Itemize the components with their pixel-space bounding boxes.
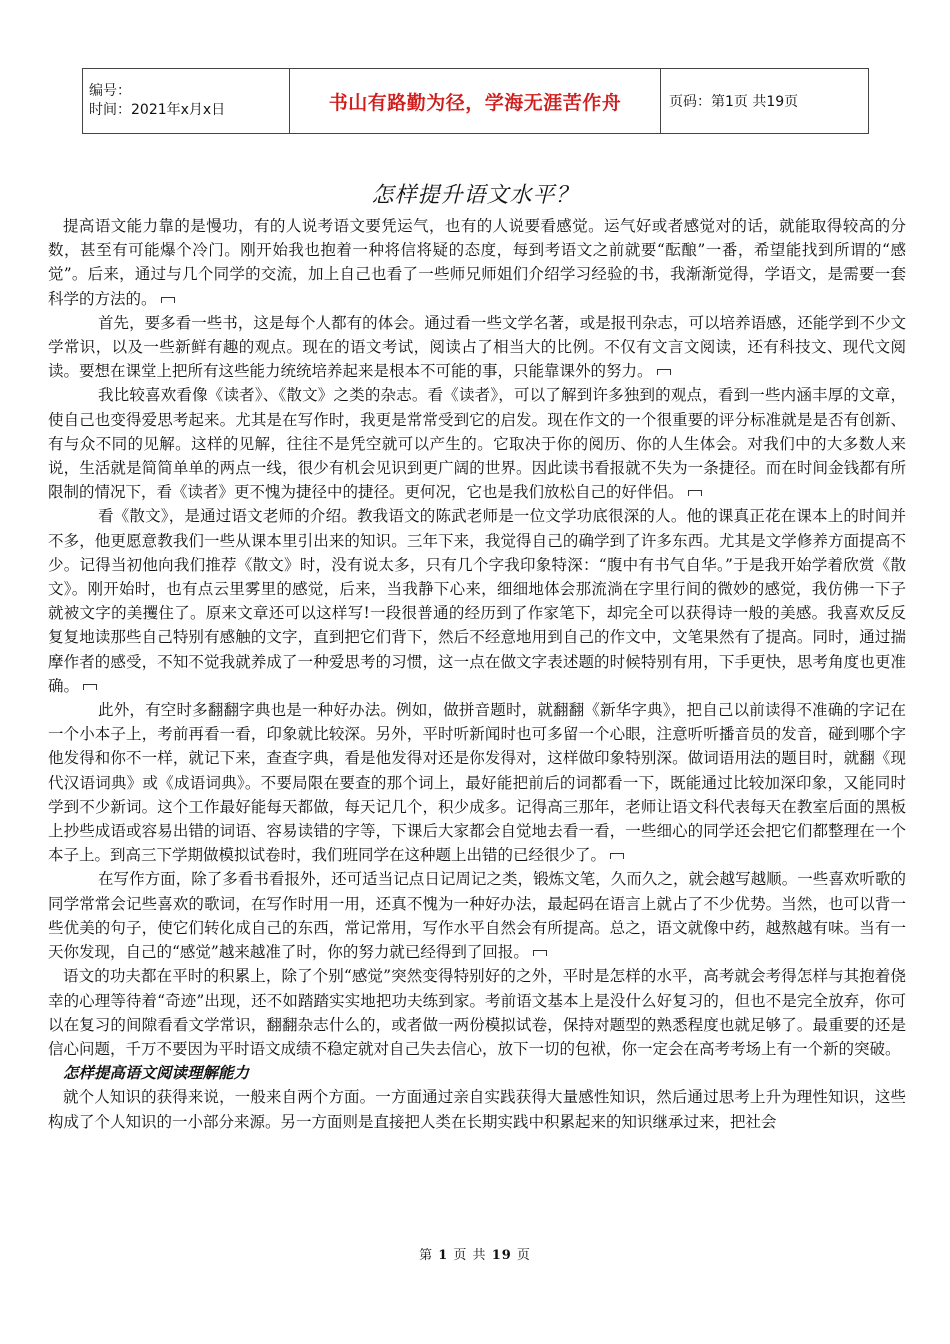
footer-prefix: 第: [419, 1248, 434, 1263]
paragraph-duzhe: [48, 383, 906, 504]
paragraph-text: 语文的功夫都在平时的积累上，除了个别“感觉”突然变得特别好的之外，平时是怎样的水平，高考就会考得怎样与其抱着侥幸的心理等待着“奇迹”出现，还不如踏踏实实地把功夫练到家。考前语文基本上是没什么好复习的，但也不是完全放弃，你可以在复习的间隙看看文学常识，翻翻杂志什么的，或者做一两份模拟试卷，保持对题型的熟悉程度也就足够了。最重要的还是信心问题，千万不要因为平时语文成绩不稳定就对自己失去信心，放下一切的包袱，你一定会在高考考场上有一个新的突破。: [48, 967, 906, 1058]
paragraph-mark-icon: [688, 490, 702, 496]
paragraph-writing: [48, 867, 906, 964]
footer-total-pages: 19: [491, 1248, 512, 1263]
paragraph-sanwen: [48, 504, 906, 698]
paragraph-mark-icon: [610, 853, 624, 859]
paragraph-mark-icon: [161, 297, 175, 303]
document-body: [48, 214, 906, 1134]
paragraph-mark-icon: [83, 684, 97, 690]
paragraph-mark-icon: [657, 369, 671, 375]
section-subheading: 怎样提高语文阅读理解能力: [63, 1063, 250, 1083]
paragraph-text: 看《散文》，是通过语文老师的介绍。教我语文的陈武老师是一位文学功底很深的人。他的课真正花在课本上的时间并不多，他更愿意教我们一些从课本里引出来的知识。三年下来，我觉得自己的确学到了许多东西。尤其是文学修养方面提高不少。记得当初他向我们推荐《散文》时，没有说太多，只有几个字我印象特深：“腹中有书气自华。”于是我开始学着欣赏《散文》。刚开始时，也有点云里雾里的感觉，后来，当我静下心来，细细地体会那流淌在字里行间的微妙的感觉，我仿佛一下子就被文字的美攫住了。原来文章还可以这样写!一段很普通的经历到了作家笔下，却完全可以获得诗一般的美感。我喜欢反反复复地读那些自己特别有感触的文字，直到把它们背下，然后不经意地用到自己的作文中，文笔果然有了提高。同时，通过揣摩作者的感受，不知不觉我就养成了一种爱思考的习惯，这一点在做文字表述题的时候特别有用，下手更快，思考角度也更准确。: [48, 507, 906, 695]
number-label: 编号：: [89, 83, 131, 99]
paragraph-text: 在写作方面，除了多看书看报外，还可适当记点日记周记之类，锻炼文笔，久而久之，就会越写越顺。一些喜欢听歌的同学常常会记些喜欢的歌词，在写作时用一用，还真不愧为一种好办法，最起码在语言上就占了不少优势。当然，也可以背一些优美的句子，使它们转化成自己的东西，常记常用，写作水平自然会有所提高。总之，语文就像中药，越熬越有味。当有一天你发现，自己的“感觉”越来越准了时，你的努力就已经得到了回报。: [48, 870, 906, 962]
paragraph-text: 提高语文能力靠的是慢功，有的人说考语文要凭运气，也有的人说要看感觉。运气好或者感觉对的话，就能取得较高的分数，甚至有可能爆个冷门。刚开始我也抱着一种将信将疑的态度，每到考语文之前就要“酝酿”一番，希望能找到所谓的“感觉”。后来，通过与几个同学的交流，加上自己也看了一些师兄师姐们介绍学习经验的书，我渐渐觉得，学语文，是需要一套科学的方法的。: [48, 217, 906, 308]
header-page-info: 页码：第1页 共19页: [661, 69, 869, 134]
paragraph-dictionary: [48, 698, 906, 867]
paragraph-mark-icon: [533, 950, 547, 956]
document-title: 怎样提升语文水平？: [371, 183, 579, 208]
paragraph-text: 此外，有空时多翻翻字典也是一种好办法。例如，做拼音题时，就翻翻《新华字典》，把自己以前读得不准确的字记在一个小本子上，考前再看一看，印象就比较深。另外，平时听新闻时也可多留一个心眼，注意听听播音员的发音，碰到哪个字他发得和你不一样，就记下来，查查字典，看是他发得对还是你发得对，这样做印象特别深。做词语用法的题目时，就翻《现代汉语词典》或《成语词典》。不要局限在要查的那个词上，最好能把前后的词都看一下，既能通过比较加深印象，又能同时学到不少新词。这个工作最好能每天都做，每天记几个，积少成多。记得高三那年，老师让语文科代表每天在教室后面的黑板上抄些成语或容易出错的词语、容易读错的字等，下课后大家都会自觉地去看一看，一些细心的同学还会把它们都整理在一个本子上。到高三下学期做模拟试卷时，我们班同学在这种题上出错的已经很少了。: [48, 701, 906, 865]
paragraph-conclusion: [48, 964, 906, 1061]
paragraph-intro: [48, 214, 906, 311]
paragraph-text: 我比较喜欢看像《读者》、《散文》之类的杂志。看《读者》，可以了解到许多独到的观点，看到一些内涵丰厚的文章，使自己也变得爱思考起来。尤其是在写作时，我更是常常受到它的启发。现在作文的一个很重要的评分标准就是是否有创新、有与众不同的见解。这样的见解，往往不是凭空就可以产生的。它取决于你的阅历、你的人生体会。对我们中的大多数人来说，生活就是简简单单的两点一线，很少有机会见识到更广阔的世界。因此读书看报就不失为一条捷径。而在时间金钱都有所限制的情况下，看《读者》更不愧为捷径中的捷径。更何况，它也是我们放松自己的好伴侣。: [48, 386, 906, 502]
paragraph-text: 首先，要多看一些书，这是每个人都有的体会。通过看一些文学名著，或是报刊杂志，可以培养语感，还能学到不少文学常识，以及一些新鲜有趣的观点。现在的语文考试，阅读占了相当大的比例。不仅有文言文阅读，还有科技文、现代文阅读。要想在课堂上把所有这些能力统统培养起来是根本不可能的事，只能靠课外的努力。: [48, 313, 906, 381]
page-footer: [0, 1244, 950, 1263]
paragraph-reading: [48, 311, 906, 384]
footer-middle: 页 共: [453, 1248, 487, 1263]
header-motto: 书山有路勤为径，学海无涯苦作舟: [290, 69, 661, 134]
time-label: 时间：2021年x月x日: [89, 102, 226, 118]
footer-suffix: 页: [516, 1248, 531, 1263]
footer-page-number: 1: [438, 1248, 449, 1263]
header-left-cell: [83, 69, 290, 134]
paragraph-knowledge: 就个人知识的获得来说，一般来自两个方面。一方面通过亲自实践获得大量感性知识，然后通过思考上升为理性知识，这些构成了个人知识的一小部分来源。另一方面则是直接把人类在长期实践中积累起来的知识继承过来，把社会: [48, 1088, 906, 1131]
header-table: [82, 68, 869, 134]
